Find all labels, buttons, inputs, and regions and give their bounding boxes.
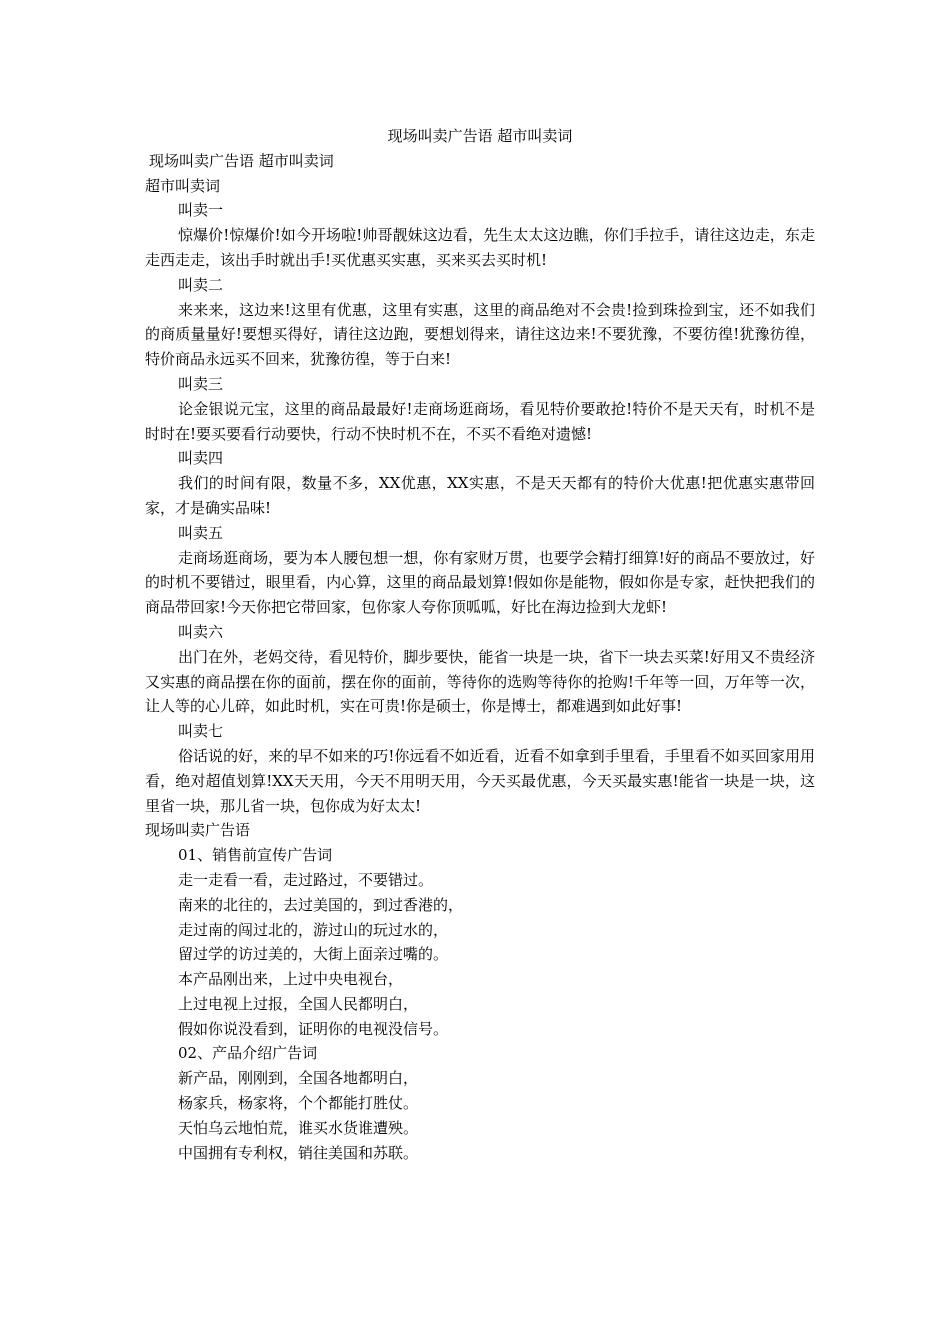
verse-line: 中国拥有专利权，销往美国和苏联。 (178, 1143, 419, 1162)
verse-line: 走一走看一看，走过路过，不要错过。 (178, 870, 434, 889)
verse-line: 留过学的访过美的，大街上面亲过嘴的。 (178, 945, 449, 964)
section-heading-supermarket: 超市叫卖词 (145, 176, 221, 195)
verse-line: 上过电视上过报，全国人民都明白， (178, 994, 419, 1013)
verse-line: 天怕乌云地怕荒，谁买水货谁遭殃。 (178, 1118, 419, 1137)
item-text: 出门在外，老妈交待，看见特价，脚步要快，能省一块是一块，省下一块去买菜!好用又不贵经济又实惠的商品摆在你的面前，摆在你的面前，等待你的选购等待你的抢购!千年等一回，万年等一次，让人等的心儿碎，如此时机，实在可贵!你是硕士，你是博士，都难遇到如此好事! (145, 647, 815, 716)
document-subtitle: 现场叫卖广告语 超市叫卖词 (149, 151, 334, 170)
item-label: 叫卖六 (178, 622, 224, 641)
verse-line: 杨家兵，杨家将，个个都能打胜仗。 (178, 1094, 419, 1113)
verse-line: 假如你说没看到，证明你的电视没信号。 (178, 1019, 449, 1038)
item-text: 惊爆价!惊爆价!如今开场啦!帅哥靓妹这边看，先生太太这边瞧，你们手拉手，请往这边走，东走走西走走，该出手时就出手!买优惠买实惠，买来买去买时机! (145, 226, 815, 269)
document-title: 现场叫卖广告语 超市叫卖词 (387, 127, 573, 145)
section-heading-live-ads: 现场叫卖广告语 (145, 821, 251, 840)
document-body (145, 124, 815, 1165)
item-text: 来来来，这边来!这里有优惠，这里有实惠，这里的商品绝对不会贵!捡到珠捡到宝，还不如我们的商质量量好!要想买得好，请往这边跑，要想划得来，请往这边来!不要犹豫，不要彷徨!犹豫彷徨，特价商品永远买不回来，犹豫彷徨，等于白来! (145, 300, 815, 369)
item-label: 叫卖三 (178, 374, 224, 393)
item-label: 叫卖一 (178, 201, 224, 220)
item-text: 我们的时间有限，数量不多，XX优惠，XX实惠，不是天天都有的特价大优惠!把优惠实惠带回家，才是确实品味! (145, 474, 815, 517)
item-text: 走商场逛商场，要为本人腰包想一想，你有家财万贯，也要学会精打细算!好的商品不要放过，好的时机不要错过，眼里看，内心算，这里的商品最划算!假如你是能物，假如你是专家，赶快把我们的商品带回家!今天你把它带回家，包你家人夸你顶呱呱，好比在海边捡到大龙虾! (145, 548, 815, 617)
item-label: 叫卖五 (178, 523, 224, 542)
item-text: 俗话说的好，来的早不如来的巧!你远看不如近看，近看不如拿到手里看，手里看不如买回家用用看，绝对超值划算!XX天天用，今天不用明天用，今天买最优惠，今天买最实惠!能省一块是一块，这里省一块，那儿省一块，包你成为好太太! (145, 746, 815, 815)
item-label: 叫卖四 (178, 449, 224, 468)
verse-line: 新产品，刚刚到，全国各地都明白， (178, 1069, 419, 1088)
item-text: 论金银说元宝，这里的商品最最好!走商场逛商场，看见特价要敢抢!特价不是天天有，时机不是时时在!要买要看行动要快，行动不快时机不在，不买不看绝对遗憾! (145, 399, 815, 443)
verse-line: 本产品刚出来，上过中央电视台， (178, 970, 404, 989)
verse-line: 走过南的闯过北的，游过山的玩过水的， (178, 920, 449, 939)
item-label: 叫卖二 (178, 275, 224, 294)
subsection-heading-presale: 01、销售前宣传广告词 (178, 846, 333, 865)
item-label: 叫卖七 (178, 722, 224, 741)
verse-line: 南来的北往的，去过美国的，到过香港的， (178, 895, 464, 914)
subsection-heading-product-intro: 02、产品介绍广告词 (178, 1044, 318, 1063)
